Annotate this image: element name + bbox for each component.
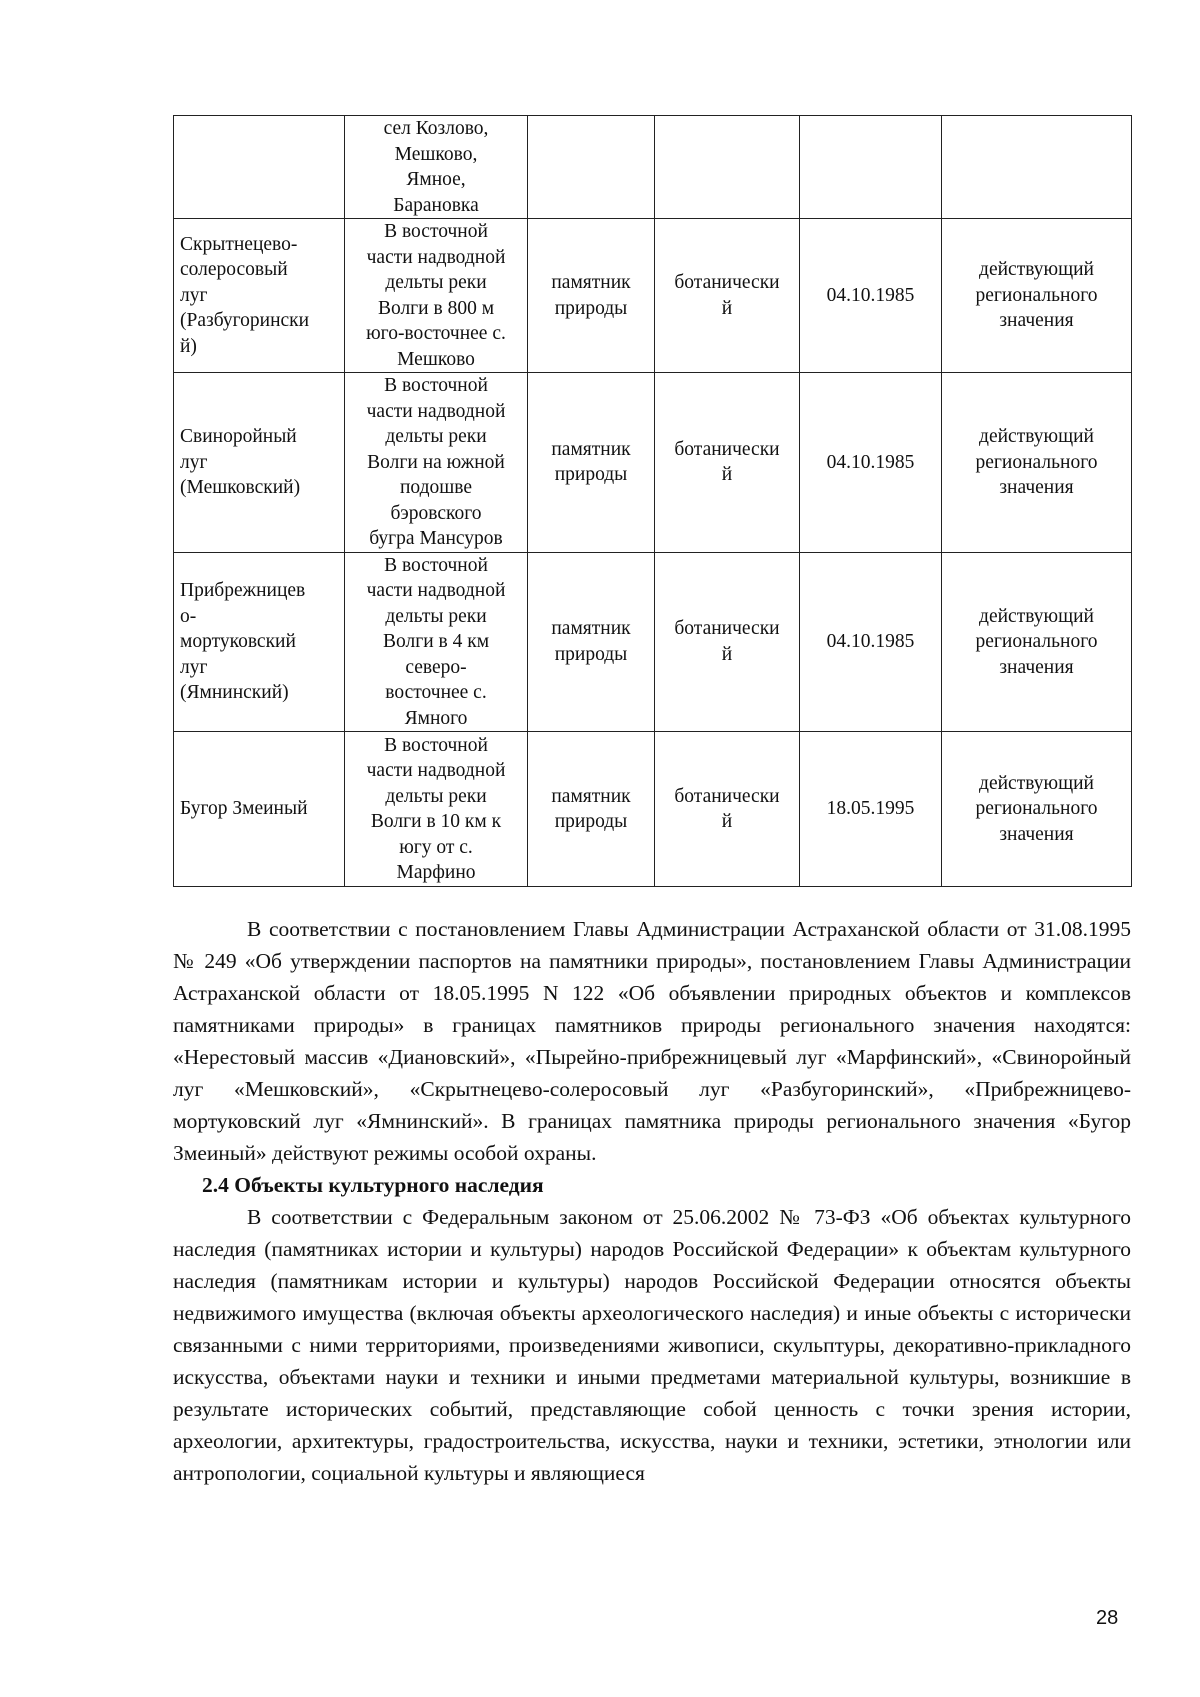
object-name-cell: Свиноройный луг (Мешковский) [174,373,345,553]
natural-monuments-table [173,115,1132,887]
table-row [174,373,1132,553]
paragraph-cultural-heritage: В соответствии с Федеральным законом от 25.06.2002 № 73-ФЗ «Об объектах культурного наследия (памятниках истории и культуры) народов Российской Федерации» к объектам культурного наследия (памятникам истории и культуры) народов Российской Федерации относятся объекты недвижимого имущества (включая объекты археологического наследия) и иные объекты с исторически связанными с ними территориями, произведениями живописи, скульптуры, декоративно-прикладного искусства, объектами науки и техники и иными предметами материальной культуры, возникшие в результате исторических событий, представляющие собой ценность с точки зрения истории, археологии, архитектуры, градостроительства, искусства, науки и техники, эстетики, этнологии или антропологии, социальной культуры и являющиеся [173,1205,1131,1485]
page-number: 28 [1096,1607,1119,1629]
status-cell: действующий регионального значения [942,219,1132,373]
status-cell: действующий регионального значения [942,373,1132,553]
location-cell: В восточной части надводной дельты реки Волги в 4 км северо- восточнее с. Ямного [345,552,528,732]
profile-cell: ботанически й [655,552,800,732]
status-cell: действующий регионального значения [942,552,1132,732]
table-row [174,732,1132,887]
profile-cell: ботанически й [655,219,800,373]
location-cell: В восточной части надводной дельты реки Волги на южной подошве бэровского бугра Мансуров [345,373,528,553]
location-cell: сел Козлово, Мешково, Ямное, Барановка [345,116,528,219]
category-cell: памятник природы [528,552,655,732]
profile-cell: ботанически й [655,732,800,887]
date-cell: 04.10.1985 [800,373,942,553]
table-row [174,219,1132,373]
date-cell: 18.05.1995 [800,732,942,887]
category-cell [528,116,655,219]
object-name-cell [174,116,345,219]
object-name-cell: Прибрежницев о- мортуковский луг (Ямнинский) [174,552,345,732]
date-cell: 04.10.1985 [800,552,942,732]
location-cell: В восточной части надводной дельты реки Волги в 10 км к югу от с. Марфино [345,732,528,887]
table-row [174,116,1132,219]
category-cell: памятник природы [528,732,655,887]
status-cell [942,116,1132,219]
date-cell: 04.10.1985 [800,219,942,373]
profile-cell [655,116,800,219]
object-name-cell: Бугор Змеиный [174,732,345,887]
status-cell: действующий регионального значения [942,732,1132,887]
body-text [173,913,1131,1489]
paragraph-natural-monuments: В соответствии с постановлением Главы Администрации Астраханской области от 31.08.1995 № 249 «Об утверждении паспортов на памятники природы», постановлением Главы Администрации Астраханской области от 18.05.1995 N 122 «Об объявлении природных объектов и комплексов памятниками природы» в границах памятников природы регионального значения находятся: «Нерестовый массив «Диановский», «Пырейно-прибрежницевый луг «Марфинский», «Свиноройный луг «Мешковский», «Скрытнецево-солеросовый луг «Разбугоринский», «Прибрежницево-мортуковский луг «Ямнинский». В границах памятника природы регионального значения «Бугор Змеиный» действуют режимы особой охраны. [173,917,1131,1165]
category-cell: памятник природы [528,219,655,373]
category-cell: памятник природы [528,373,655,553]
profile-cell: ботанически й [655,373,800,553]
location-cell: В восточной части надводной дельты реки Волги в 800 м юго-восточнее с. Мешково [345,219,528,373]
table-row [174,552,1132,732]
object-name-cell: Скрытнецево- солеросовый луг (Разбугорински й) [174,219,345,373]
date-cell [800,116,942,219]
section-heading: 2.4 Объекты культурного наследия [202,1173,544,1197]
